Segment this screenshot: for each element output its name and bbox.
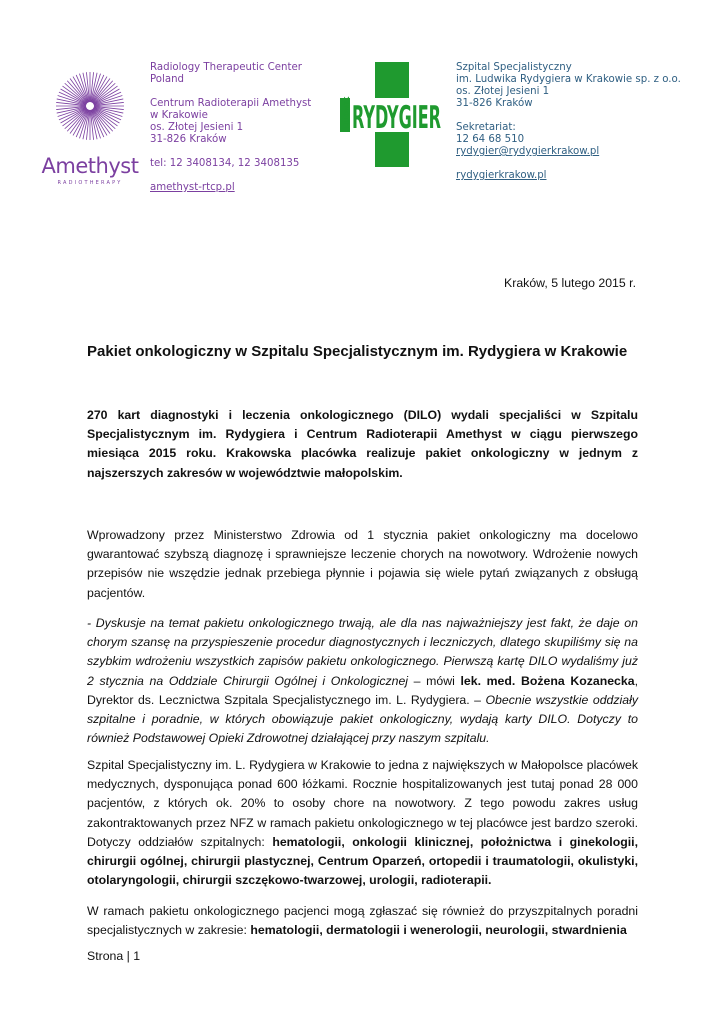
- rydygier-line4: 31-826 Kraków: [456, 98, 533, 109]
- paragraph-2: [87, 614, 638, 748]
- amethyst-logo-subtext: RADIOTHERAPY: [57, 180, 123, 186]
- amethyst-logo: [40, 58, 140, 188]
- quote-part-2: Obecnie wszystkie oddziały szpitalne i poradnie, w których obowiązuje pakiet onkologiczny, wydają karty DILO. Dotyczy to również Podstawowej Opieki Zdrowotnej działającej przy naszym szpitalu.: [87, 692, 638, 746]
- amethyst-line2: Poland: [150, 74, 185, 85]
- page-footer: Strona | 1: [87, 949, 141, 963]
- amethyst-sunburst-icon: [40, 58, 140, 158]
- rydygier-contact: [456, 62, 716, 182]
- amethyst-line6: 31-826 Kraków: [150, 134, 227, 145]
- amethyst-contact: [150, 62, 340, 194]
- person-role: , Dyrektor ds. Lecznictwa Szpitala Specjalistycznego im. L. Rydygiera. –: [87, 673, 638, 707]
- amethyst-line4: w Krakowie: [150, 110, 208, 121]
- rydygier-logo: [340, 62, 444, 167]
- amethyst-line3: Centrum Radioterapii Amethyst: [150, 98, 312, 109]
- rydygier-line1: Szpital Specjalistyczny: [456, 62, 572, 73]
- paragraph-4-clinics: hematologii, dermatologii i wenerologii, neurologii, stwardnienia: [250, 923, 627, 938]
- document-date: Kraków, 5 lutego 2015 r.: [504, 276, 636, 290]
- rydygier-line3: os. Złotej Jesieni 1: [456, 86, 550, 97]
- paragraph-4: [87, 902, 638, 940]
- document-title: Pakiet onkologiczny w Szpitalu Specjalistycznym im. Rydygiera w Krakowie: [87, 343, 628, 360]
- rydygier-logo-big: RYDYGIER: [352, 100, 441, 136]
- paragraph-4-text: W ramach pakietu onkologicznego pacjenci mogą zgłaszać się również do przyszpitalnych poradni specjalistycznych w zakresie:: [87, 904, 638, 938]
- paragraph-3-text: Szpital Specjalistyczny im. L. Rydygiera w Krakowie to jedna z największych w Małopolsce placówek medycznych, dysponująca ponad 600 łóżkami. Rocznie hospitalizowanych jest tutaj ponad 28 000 pacjentów, z których ok. 20% to osoby chore na nowotwory. Z tego powodu zakres usług zakontraktowanych przez NFZ w ramach pakietu onkologicznego w tej placówce jest bardzo szeroki. Dotyczy oddziałów szpitalnych:: [87, 758, 638, 849]
- rydygier-email-link[interactable]: rydygier@rydygierkrakow.pl: [456, 146, 600, 157]
- paragraph-3-departments: hematologii, onkologii klinicznej, położnictwa i ginekologii, chirurgii ogólnej, chirurgii plastycznej, Centrum Oparzeń, ortopedii i traumatologii, okulistyki, otolaryngologii, chirurgii szczękowo-twarzowej, urologii, radioterapii.: [87, 834, 638, 888]
- amethyst-line5: os. Złotej Jesieni 1: [150, 122, 244, 133]
- rydygier-secretariat-label: Sekretariat:: [456, 122, 516, 133]
- amethyst-logo-text: Amethyst: [41, 154, 139, 178]
- paragraph-1: Wprowadzony przez Ministerstwo Zdrowia od 1 stycznia pakiet onkologiczny ma docelowo gwarantować szybszą diagnozę i sprawniejsze leczenie chorych na nowotwory. Wdrożenie nowych przepisów nie wszędzie jednak przebiega płynnie i pojawia się wiele pytań związanych z obsługą pacjentów.: [87, 528, 638, 600]
- rydygier-line2: im. Ludwika Rydygiera w Krakowie sp. z o.o.: [456, 74, 681, 85]
- quote-part-1: - Dyskusje na temat pakietu onkologicznego trwają, ale dla nas najważniejszy jest fakt, że daje on chorym szansę na przyspieszenie procedur diagnostycznych i leczniczych, dlatego skupiliśmy się na szybkim wdrożeniu wszystkich zapisów pakietu onkologicznego. Pierwszą kartę DILO wydaliśmy już 2 stycznia na Oddziale Chirurgii Ogólnej i Onkologicznej: [87, 616, 638, 688]
- rydygier-phone: 12 64 68 510: [456, 134, 525, 145]
- said-text: – mówi: [408, 673, 461, 688]
- person-name: lek. med. Bożena Kozanecka: [460, 673, 635, 688]
- amethyst-line1: Radiology Therapeutic Center: [150, 62, 302, 73]
- rydygier-website-link[interactable]: rydygierkrakow.pl: [456, 170, 547, 181]
- amethyst-phone: tel: 12 3408134, 12 3408135: [150, 158, 300, 169]
- rydygier-cross-icon: [340, 62, 444, 167]
- amethyst-website-link[interactable]: amethyst-rtcp.pl: [150, 182, 235, 193]
- lead-paragraph: 270 kart diagnostyki i leczenia onkologicznego (DILO) wydali specjaliści w Szpitalu Specjalistycznym im. Rydygiera i Centrum Radioterapii Amethyst w ciągu pierwszego miesiąca 2015 roku. Krakowska placówka realizuje pakiet onkologiczny w jednym z najszerszych zakresów w województwie małopolskim.: [87, 408, 638, 480]
- paragraph-3: [87, 756, 638, 890]
- rydygier-logo-small: LUDWIK: [343, 96, 351, 128]
